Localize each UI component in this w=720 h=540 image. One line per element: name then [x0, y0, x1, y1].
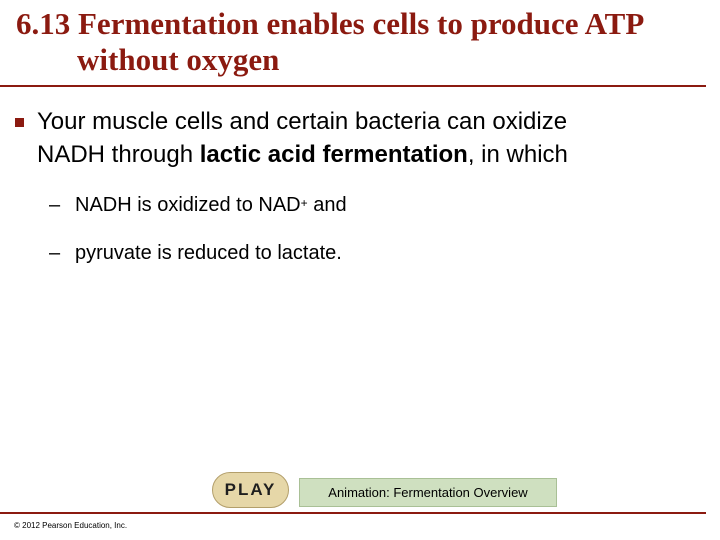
square-bullet-icon — [15, 118, 24, 127]
main-bullet-line-2 — [37, 138, 693, 171]
footer-divider — [0, 512, 706, 514]
title-divider — [0, 85, 706, 87]
slide-title — [16, 6, 706, 78]
main-bullet — [13, 105, 693, 171]
main-bullet-text — [37, 105, 693, 171]
sub-bullet-nadh — [49, 193, 347, 217]
play-button[interactable]: PLAY — [212, 472, 289, 508]
slide-title-line-2: without oxygen — [77, 42, 280, 77]
superscript-plus: + — [300, 196, 308, 210]
sub-bullet-text: pyruvate is reduced to lactate. — [75, 242, 342, 264]
bold-term: lactic acid fermentation — [199, 141, 468, 168]
main-bullet-line-2-end: , in which — [467, 141, 568, 168]
main-bullet-line-2-start: NADH through — [37, 141, 200, 168]
sub-bullet-text: NADH is oxidized to NAD — [75, 194, 301, 216]
slide-title-line-1: 6.13 Fermentation enables cells to produce ATP — [16, 6, 645, 41]
sub-bullet-pyruvate — [49, 241, 342, 265]
animation-link[interactable]: Animation: Fermentation Overview — [299, 478, 557, 507]
copyright-text: © 2012 Pearson Education, Inc. — [14, 521, 128, 530]
dash-bullet-icon: – — [49, 242, 61, 264]
sub-bullet-text-end: and — [307, 194, 347, 216]
dash-bullet-icon: – — [49, 194, 61, 216]
main-bullet-line-1: Your muscle cells and certain bacteria can oxidize — [37, 108, 568, 135]
